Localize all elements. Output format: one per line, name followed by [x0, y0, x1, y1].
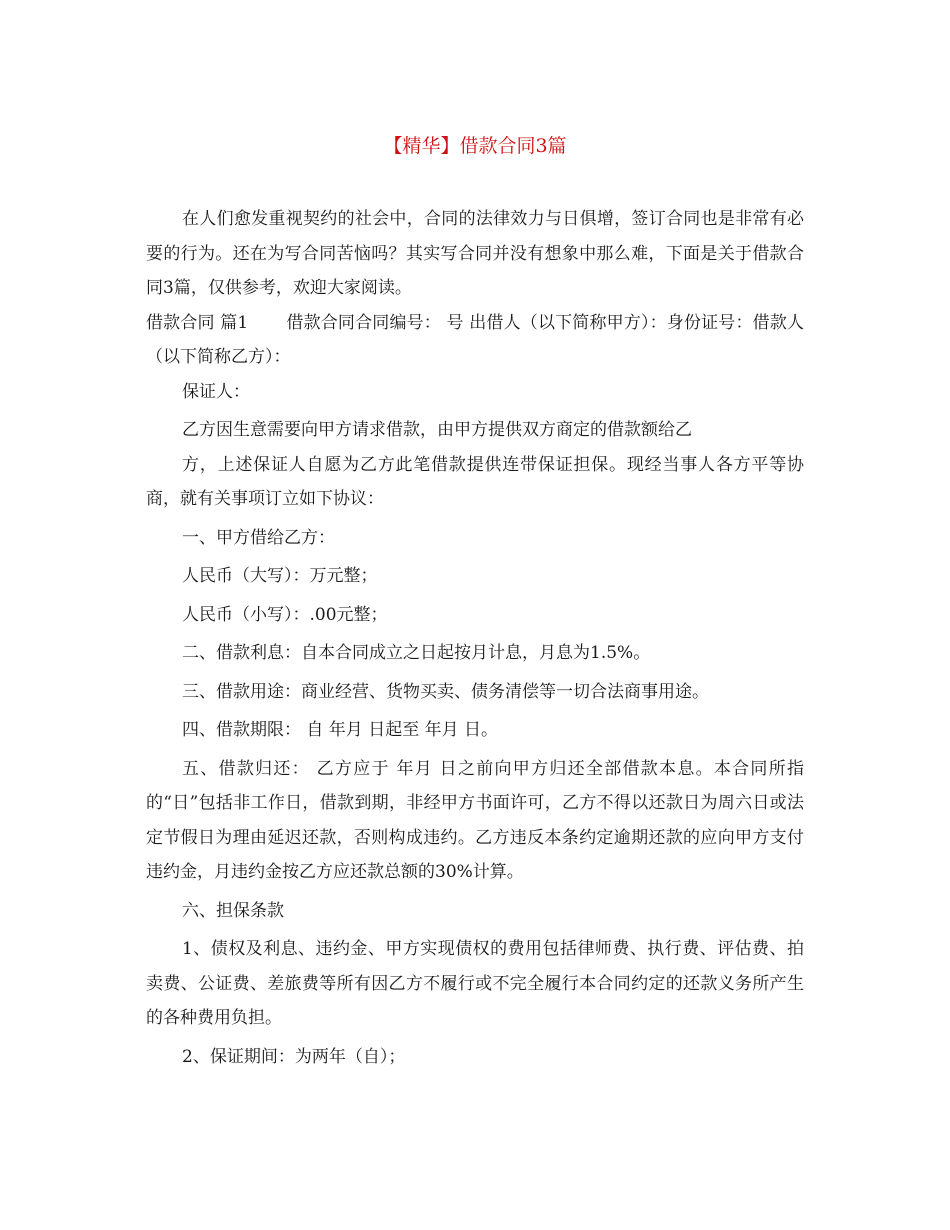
- article-first-line: 借款合同合同编号： 号 出借人（以下简称甲方）：身份证号：借款人（以下简称乙方）：: [146, 312, 804, 367]
- clause-1-heading: 一、甲方借给乙方：: [182, 527, 335, 548]
- clause-1-amount-capital: 人民币（大写）：万元整；: [182, 566, 378, 586]
- document-body: [146, 202, 804, 1078]
- clause-4-term: 四、借款期限： 自 年月 日起至 年月 日。: [182, 720, 499, 740]
- clause-6-item-1: 1、债权及利息、违约金、甲方实现债权的费用包括律师费、执行费、评估费、拍卖费、公证费、差旅费等所有因乙方不履行或不完全履行本合同约定的还款义务所产生的各种费用负担。: [146, 939, 804, 1028]
- clause-6-item-2: 2、保证期间：为两年（自）；: [182, 1046, 406, 1067]
- article-label: 借款合同 篇1: [146, 312, 249, 333]
- clause-5-repayment: 五、借款归还： 乙方应于 年月 日之前向甲方归还全部借款本息。本合同所指的“日”包括非工作日，借款到期，非经甲方书面许可，乙方不得以还款日为周六日或法定节假日为理由延迟还款，否则构成违约。乙方违反本条约定逾期还款的应向甲方支付违约金，月违约金按乙方应还款总额的30%计算。: [146, 758, 804, 882]
- article-heading: [146, 306, 804, 375]
- paragraph-guarantor: 保证人：: [182, 381, 250, 402]
- clause-2-interest: 二、借款利息：自本合同成立之日起按月计息，月息为1.5%。: [182, 643, 651, 663]
- paragraph-guarantee-consent: 方，上述保证人自愿为乙方此笔借款提供连带保证担保。现经当事人各方平等协商，就有关事项订立如下协议：: [146, 454, 804, 509]
- document-title: 【精华】借款合同3篇: [383, 135, 567, 157]
- clause-3-purpose: 三、借款用途：商业经营、货物买卖、债务清偿等一切合法商事用途。: [182, 681, 709, 702]
- clause-6-heading: 六、担保条款: [182, 900, 284, 921]
- clause-1-amount-numeric: 人民币（小写）：.00元整；: [182, 604, 388, 625]
- intro-paragraph: 在人们愈发重视契约的社会中，合同的法律效力与日俱增，签订合同也是非常有必要的行为。还在为写合同苦恼吗？其实写合同并没有想象中那么难，下面是关于借款合同3篇，仅供参考，欢迎大家阅读。: [146, 209, 804, 298]
- paragraph-loan-request: 乙方因生意需要向甲方请求借款，由甲方提供双方商定的借款额给乙: [182, 420, 692, 440]
